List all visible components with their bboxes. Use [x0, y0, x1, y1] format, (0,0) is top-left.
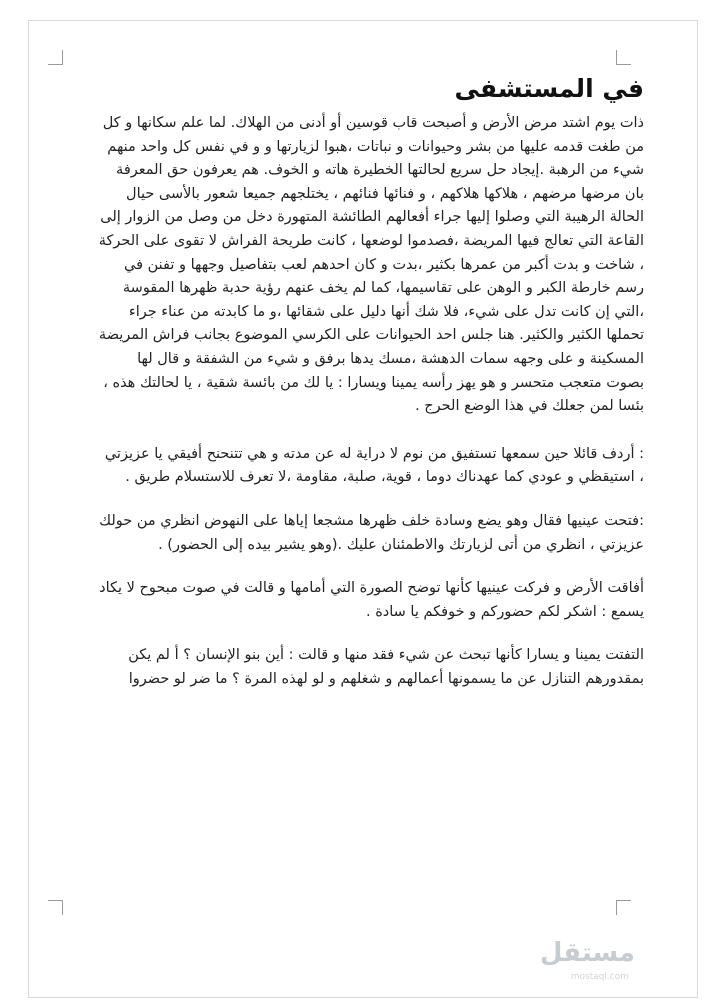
paragraph-3: :فتحت عينيها فقال وهو يضع وسادة خلف ظهرها مشجعا إياها على النهوض انظري من حولك عزيزتي ، انظري من أتى لزيارتك والاطمئنان عليك .(وهو يشير بيده إلى الحضور) . [99, 512, 644, 553]
paragraph-1: ذات يوم اشتد مرض الأرض و أصبحت قاب قوسين أو أدنى من الهلاك. لما علم سكانها و كل من طغت قدمه عليها من بشر وحيوانات و نباتات ،هبوا لزيارتها و و في نفس كل واحد منهم شيء من الرهبة .إيجاد حل سريع لحالتها الخطيرة هاته و الخوف. هم يعرفون حق المعرفة بان مرضها مرضهم ، هلاكها هلاكهم ، و فنائها فنائهم ، يختلجهم جميعا شعور بالأسى حيال الحالة الرهيبة التي وصلوا إليها جراء أفعالهم الطائشة المتهورة دخل من وصل من الزوار إلى القاعة التي تعالج فيها المريضة ،فصدموا لوضعها ، كانت طريحة الفراش لا تقوى على الحركة ، شاخت و بدت أكبر من عمرها بكثير ،بدت و كان احدهم لعب بتفاصيل وجهها و تفنن في رسم خارطة الكبر و الوهن على تقاسيمها، كما لم يخف عنهم رؤية حدبة ظهرها المقوسة ،التي إن كانت تدل على شيء، فلا شك أنها دليل على شقائها ،و ما كابدته من عناء جراء تحملها الكثير والكثير. هنا جلس احد الحيوانات على الكرسي الموضوع بجانب فراش المريضة المسكينة و على وجهه سمات الدهشة ،مسك يدها برفق و شيء من الشفقة و قال لها بصوت متعجب متحسر و هو يهز رأسه يمينا ويسارا : يا لك من بائسة شقية ، يا لحالتك هذه ، بئسا لمن جعلك في هذا الوضع الحرج . [98, 115, 644, 415]
document-title: في المستشفى [454, 74, 644, 103]
paragraph-2: : أردف قائلا حين سمعها تستفيق من نوم لا دراية له عن مدته و هي تتنحنح أفيقي يا عزيزتي ، استيقظي و عودي كما عهدناك دوما ، قوية، صلبة، مقاومة ،لا تعرف للاستسلام طريق . [104, 445, 644, 486]
watermark-logo [539, 938, 635, 988]
paragraph-4: أفاقت الأرض و فركت عينيها كأنها توضح الصورة التي أمامها و قالت في صوت مبحوح لا يكاد يسمع : اشكر لكم حضوركم و خوفكم يا سادة . [99, 580, 644, 620]
crop-mark-top-left [48, 50, 63, 65]
crop-mark-bottom-right [616, 900, 631, 915]
watermark-word: مستقل [539, 938, 635, 968]
document-body [96, 70, 644, 711]
crop-mark-top-right [616, 50, 631, 65]
crop-mark-bottom-left [48, 900, 63, 915]
paragraph-5: التفتت يمينا و يسارا كأنها تبحث عن شيء فقد منها و قالت : أين بنو الإنسان ؟ أ لم يكن بمقدورهم التنازل عن ما يسمونها أعمالهم و شغلهم و لو لهذه المرة ؟ ما ضر لو حضروا [128, 647, 644, 687]
watermark-url: mostaql.com [570, 972, 629, 982]
